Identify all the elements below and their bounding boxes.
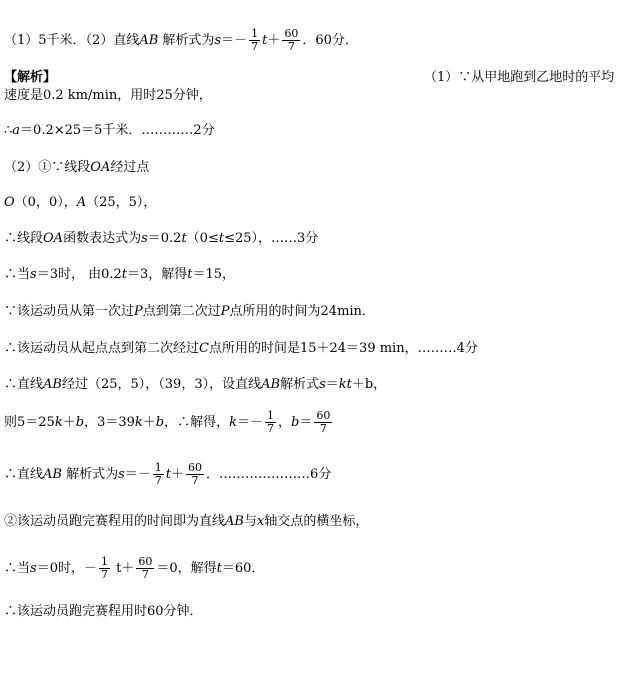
numerator: 1	[267, 409, 275, 422]
analysis-first-line: （1）∵从甲地跑到乙地时的平均	[424, 70, 615, 85]
text: ∴直线	[4, 377, 44, 392]
text: ＋b，	[351, 377, 387, 392]
solution-line	[4, 267, 235, 283]
var-t: t	[187, 267, 193, 282]
var-ab: AB	[139, 33, 159, 48]
text: ．…………………6分	[206, 467, 332, 482]
var-p: P	[220, 304, 230, 319]
text: ＝0.2×25＝5千米．…………2分	[20, 123, 215, 138]
var-ab: AB	[261, 377, 281, 392]
solution-line	[4, 410, 334, 435]
denominator: 7	[100, 568, 108, 581]
var-o: O	[4, 195, 15, 210]
text: ＝	[299, 415, 313, 430]
var-s: s	[214, 33, 222, 48]
answer-text: 解析式为	[158, 33, 215, 48]
text: ＝－	[237, 415, 264, 430]
text: 轴交点的横坐标，	[264, 514, 369, 529]
solution-line	[4, 377, 386, 393]
var-a: a	[12, 123, 21, 138]
solution-line	[4, 462, 331, 487]
text: ∴线段	[4, 231, 44, 246]
text: （0≤	[186, 231, 219, 246]
solution-line	[4, 556, 264, 581]
text: 则5＝25	[4, 415, 55, 430]
var-k: k	[54, 415, 63, 430]
text: （2）①∵线段	[4, 160, 91, 175]
denominator: 7	[154, 474, 162, 487]
var-ab: AB	[43, 467, 62, 482]
var-oa: OA	[43, 231, 64, 246]
text: 经过（25，5），（39，3），设直线	[61, 377, 262, 392]
text: ≤25），……3分	[224, 231, 319, 246]
text: ，	[278, 415, 292, 430]
solution-line	[4, 341, 478, 357]
denominator: 7	[267, 422, 275, 435]
var-ab: AB	[43, 377, 62, 392]
var-p: P	[134, 304, 143, 319]
text: ，3＝39	[84, 415, 135, 430]
fraction	[282, 28, 300, 53]
var-b: b	[291, 415, 300, 430]
denominator: 7	[141, 568, 149, 581]
text: ＝0，解得	[156, 561, 217, 576]
numerator: 60	[138, 555, 153, 568]
var-ab: AB	[225, 514, 244, 529]
solution-line	[4, 160, 149, 176]
var-kt: kt	[338, 377, 352, 392]
text: ＝0.2	[147, 231, 182, 246]
denominator: 7	[251, 40, 259, 53]
text: 点所用的时间为24min．	[229, 304, 375, 319]
text: ②该运动员跑完赛程用的时间即为直线	[4, 514, 226, 529]
text: ∴当	[4, 267, 31, 282]
text: （25，5），	[86, 195, 157, 210]
text: ＝60．	[221, 561, 265, 576]
text: ∴该运动员从起点点到第二次经过	[4, 341, 200, 356]
var-b: b	[75, 415, 85, 430]
numerator: 60	[316, 409, 331, 422]
text: ＋	[62, 415, 76, 430]
fraction	[314, 410, 332, 435]
text: ＋	[171, 467, 185, 482]
text: 点所用的时间是15＋24＝39 min，………4分	[208, 341, 478, 356]
text: 点到第二次过	[142, 304, 221, 319]
text: ∴直线	[4, 467, 44, 482]
var-t: t	[181, 231, 187, 246]
var-oa: OA	[90, 160, 111, 175]
text: ＝15，	[192, 267, 236, 282]
text: ，∴解得，	[164, 415, 230, 430]
text: 与	[243, 514, 257, 529]
solution-line	[4, 514, 368, 530]
text: 解析式为	[61, 467, 119, 482]
text: 经过点	[110, 160, 150, 175]
solution-line	[4, 304, 375, 320]
text: ∵该运动员从第一次过	[4, 304, 135, 319]
solution-line	[4, 123, 215, 139]
analysis-label: 【解析】	[4, 70, 57, 85]
text: ＋	[142, 415, 156, 430]
var-s: s	[319, 377, 326, 392]
var-x: x	[256, 514, 265, 529]
var-t: t	[218, 231, 225, 246]
numerator: 60	[188, 461, 203, 474]
answer-text: ＝－	[221, 33, 248, 48]
text: t＋	[111, 561, 135, 576]
var-s: s	[118, 467, 125, 482]
fraction	[265, 410, 276, 435]
analysis-continuation: 速度是0.2 km/min，用时25分钟，	[4, 88, 212, 103]
var-t: t	[216, 561, 222, 576]
var-a: A	[76, 195, 87, 210]
answer-text: ＋	[267, 33, 281, 48]
denominator: 7	[287, 40, 295, 53]
denominator: 7	[191, 474, 199, 487]
fraction	[153, 462, 164, 487]
numerator: 1	[100, 555, 108, 568]
answer-text: （1）5千米．（2）直线	[4, 33, 140, 48]
solution-line	[4, 231, 318, 247]
text: ∴	[4, 123, 13, 138]
text: 解析式	[280, 377, 320, 392]
text: ＝0时，－	[36, 561, 97, 576]
var-t: t	[165, 467, 172, 482]
var-s: s	[30, 267, 37, 282]
solution-line	[4, 604, 203, 620]
var-s: s	[30, 561, 37, 576]
numerator: 1	[251, 27, 259, 40]
text: （0，0），	[14, 195, 77, 210]
text: 函数表达式为	[63, 231, 142, 246]
var-k: k	[229, 415, 238, 430]
text: ＝3，解得	[127, 267, 188, 282]
text: ∴当	[4, 561, 31, 576]
fraction	[186, 462, 204, 487]
fraction	[99, 556, 110, 581]
fraction	[136, 556, 154, 581]
var-b: b	[155, 415, 165, 430]
numerator: 1	[154, 461, 162, 474]
text: ＝	[325, 377, 339, 392]
var-t: t	[121, 267, 127, 282]
answer-line	[4, 28, 358, 53]
solution-line	[4, 195, 156, 211]
text: ＝3时， 由0.2	[36, 267, 122, 282]
fraction	[249, 28, 260, 53]
var-t: t	[262, 33, 268, 48]
var-c: C	[199, 341, 209, 356]
denominator: 7	[319, 422, 327, 435]
var-k: k	[134, 415, 143, 430]
numerator: 60	[284, 27, 299, 40]
text: ∴该运动员跑完赛程用时60分钟．	[4, 604, 203, 619]
text: ＝－	[124, 467, 151, 482]
answer-text: ．60分．	[302, 33, 358, 48]
var-s: s	[141, 231, 148, 246]
